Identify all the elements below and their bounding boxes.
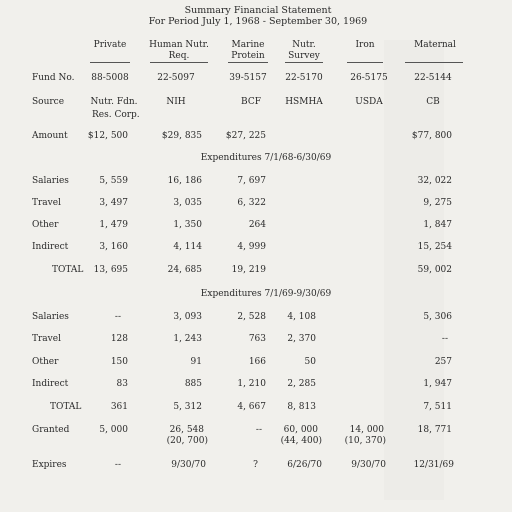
s1-indirect-row [0, 241, 512, 253]
cell: 16, 186 [167, 176, 202, 186]
source-private-line2: Res. Corp. [92, 110, 140, 120]
cell: 9/30/70 [171, 460, 206, 470]
cell: 50 [304, 357, 316, 367]
row-label: Indirect [32, 379, 69, 389]
col-header-human-nutr-line2: Req. [168, 51, 190, 61]
cell: (10, 370) [344, 436, 386, 446]
cell: 2, 285 [287, 379, 316, 389]
cell: 6, 322 [237, 198, 266, 208]
s1-travel-row [0, 197, 512, 209]
cell: 22-5144 [414, 73, 452, 83]
s2-salaries-row [0, 311, 512, 323]
section1-heading: Expenditures 7/1/68-6/30/69 [200, 153, 332, 163]
cell: HSMHA [285, 97, 323, 107]
cell: 26-5175 [350, 73, 388, 83]
cell: USDA [355, 97, 383, 107]
cell: 1, 847 [423, 220, 452, 230]
header-rule [405, 62, 463, 63]
cell: 1, 947 [423, 379, 452, 389]
document-subtitle: For Period July 1, 1968 - September 30, 1969 [148, 16, 368, 27]
cell: 150 [110, 357, 128, 367]
cell: 5, 000 [99, 425, 128, 435]
cell: NIH [166, 97, 186, 107]
cell: 1, 479 [99, 220, 128, 230]
cell: -- [441, 334, 448, 344]
cell: 264 [248, 220, 266, 230]
cell: 24, 685 [167, 265, 202, 275]
cell: $27, 225 [225, 131, 266, 141]
cell: 1, 350 [173, 220, 202, 230]
s1-total-row [0, 264, 512, 276]
cell: $77, 800 [411, 131, 452, 141]
cell: 3, 497 [99, 198, 128, 208]
header-rule [347, 62, 383, 63]
cell: 5, 559 [99, 176, 128, 186]
cell: 885 [184, 379, 202, 389]
cell: -- [255, 425, 262, 435]
cell: 3, 093 [173, 312, 202, 322]
cell: 361 [110, 402, 128, 412]
header-rule [90, 62, 130, 63]
cell: 83 [116, 379, 128, 389]
fund-no-row [0, 72, 512, 84]
cell: 7, 511 [423, 402, 452, 412]
row-label: TOTAL [52, 265, 84, 275]
cell: 3, 035 [173, 198, 202, 208]
row-label: Travel [32, 198, 61, 208]
cell: 166 [248, 357, 266, 367]
cell: 9, 275 [423, 198, 452, 208]
cell: 9/30/70 [351, 460, 386, 470]
source-row [0, 96, 512, 108]
row-label: Travel [32, 334, 61, 344]
cell: ? [253, 460, 258, 470]
cell: 4, 108 [287, 312, 316, 322]
cell: (44, 400) [280, 436, 322, 446]
cell: 128 [110, 334, 128, 344]
document-title: Summary Financial Statement [184, 5, 332, 16]
cell: 26, 548 [169, 425, 204, 435]
cell: Nutr. Fdn. [90, 97, 138, 107]
cell: $29, 835 [161, 131, 202, 141]
cell: 19, 219 [231, 265, 266, 275]
row-label: Other [32, 220, 59, 230]
amount-row [0, 130, 512, 142]
cell: 13, 695 [93, 265, 128, 275]
cell: 4, 667 [237, 402, 266, 412]
cell: 60, 000 [283, 425, 318, 435]
cell: 59, 002 [417, 265, 452, 275]
row-label: Other [32, 357, 59, 367]
col-header-maternal: Maternal [414, 40, 456, 50]
col-header-marine-line2: Protein [231, 51, 265, 61]
cell: 88-5008 [91, 73, 129, 83]
cell: 14, 000 [349, 425, 384, 435]
col-header-marine: Marine [231, 40, 265, 50]
section2-heading: Expenditures 7/1/69-9/30/69 [200, 289, 332, 299]
cell: -- [114, 312, 121, 322]
cell: 6/26/70 [287, 460, 322, 470]
col-header-nutr-survey: Nutr. [292, 40, 316, 50]
cell: 1, 243 [173, 334, 202, 344]
cell: 18, 771 [417, 425, 452, 435]
cell: 5, 312 [173, 402, 202, 412]
row-label: TOTAL [50, 402, 82, 412]
col-header-private: Private [93, 40, 127, 50]
cell: 39-5157 [229, 73, 267, 83]
row-label: Salaries [32, 176, 69, 186]
header-rule [150, 62, 208, 63]
cell: -- [114, 460, 121, 470]
cell: 12/31/69 [413, 460, 454, 470]
s2-travel-row [0, 333, 512, 345]
header-rule [228, 62, 268, 63]
cell: CB [426, 97, 440, 107]
cell: BCF [241, 97, 261, 107]
cell: 3, 160 [99, 242, 128, 252]
cell: 7, 697 [237, 176, 266, 186]
expires-row [0, 459, 512, 471]
row-label: Granted [32, 425, 70, 435]
cell: 5, 306 [423, 312, 452, 322]
s2-total-row [0, 401, 512, 413]
row-label: Source [32, 97, 65, 107]
row-label: Indirect [32, 242, 69, 252]
s1-salaries-row [0, 175, 512, 187]
s1-other-row [0, 219, 512, 231]
header-rule [285, 62, 323, 63]
cell: 763 [248, 334, 266, 344]
cell: 1, 210 [237, 379, 266, 389]
cell: 91 [190, 357, 202, 367]
col-header-nutr-survey-line2: Survey [288, 51, 320, 61]
row-label: Amount [32, 131, 68, 141]
row-label: Expires [32, 460, 67, 470]
cell: 2, 528 [237, 312, 266, 322]
row-label: Salaries [32, 312, 69, 322]
col-header-iron: Iron [355, 40, 375, 50]
s2-indirect-row [0, 378, 512, 390]
col-header-human-nutr: Human Nutr. [149, 40, 209, 50]
cell: 257 [434, 357, 452, 367]
cell: $12, 500 [87, 131, 128, 141]
granted-row-2 [0, 435, 512, 447]
cell: 8, 813 [287, 402, 316, 412]
cell: 4, 999 [237, 242, 266, 252]
cell: 15, 254 [417, 242, 452, 252]
cell: (20, 700) [166, 436, 208, 446]
cell: 32, 022 [417, 176, 452, 186]
cell: 4, 114 [173, 242, 202, 252]
cell: 2, 370 [287, 334, 316, 344]
cell: 22-5097 [157, 73, 195, 83]
row-label: Fund No. [32, 73, 75, 83]
cell: 22-5170 [285, 73, 323, 83]
s2-other-row [0, 356, 512, 368]
